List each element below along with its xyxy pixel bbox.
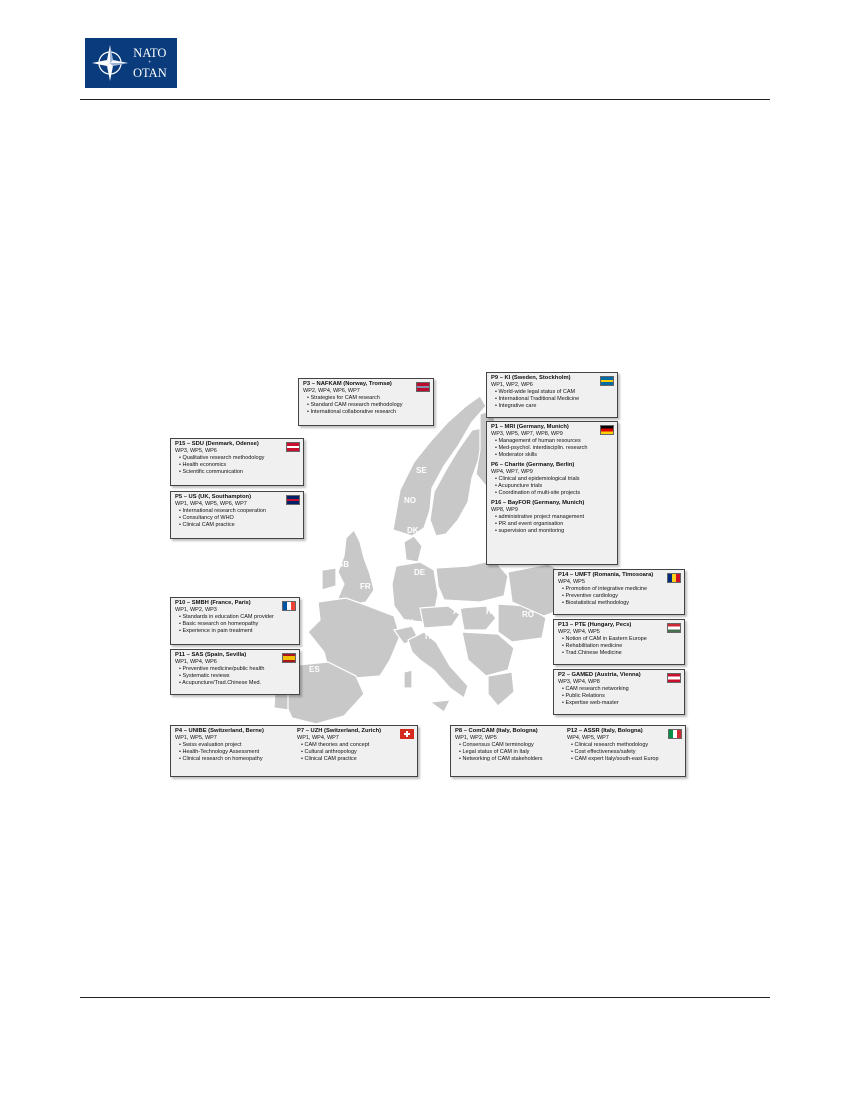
country-label-hu: HU <box>486 607 498 616</box>
hungary-flag-icon <box>667 623 681 633</box>
partner-box-p13: P13 – PTE (Hungary, Pecs) WP2, WP4, WP5 • Notion of CAM in Eastern Europe • Rehabilitation medicine • Trad.Chinese Medicine <box>553 619 685 665</box>
country-label-ro: RO <box>522 610 534 619</box>
partner-box-germany: P1 – MRI (Germany, Munich) WP3, WP5, WP7, WP8, WP9 • Management of human resources • Med-psychol. interdisciplin. research • Moderator skills P6 – Charite (Germany, Berlin) WP4, WP7, WP9 • Clinical and epidemiological trials • Acupuncture trials • Coordination of multi-site projects P16 – BayFOR (Germany, Munich) WP8, WP9 • administrative project management • PR and event organisation • supervision and monitoring <box>486 421 618 565</box>
partner-box-p2: P2 – GAMED (Austria, Vienna) WP3, WP4, WP8 • CAM research networking • Public Relations • Expertise web-master <box>553 669 685 715</box>
partner-map-figure <box>168 370 686 790</box>
partner-box-p3: P3 – NAFKAM (Norway, Tromsø) WP2, WP4, WP6, WP7 • Strategies for CAM research • Standard CAM research methodology • International collaborative research <box>298 378 434 426</box>
country-label-gb: GB <box>337 560 349 569</box>
country-label-es: ES <box>309 665 320 674</box>
france-flag-icon <box>282 601 296 611</box>
germany-flag-icon <box>600 425 614 435</box>
footer-rule <box>80 997 770 998</box>
logo-line-nato: NATO <box>133 46 167 60</box>
country-label-no: NO <box>404 496 416 505</box>
partner-box-p11: P11 – SAS (Spain, Sevilla) WP1, WP4, WP6 • Preventive medicine/public health • Systematic reviews • Acupuncture/Trad.Chinese Med. <box>170 649 300 695</box>
nato-logo: NATO + OTAN <box>85 38 177 88</box>
partner-box-italy: P8 – ComCAM (Italy, Bologna) WP1, WP2, WP5 • Consensus CAM terminology • Legal status of CAM in Italy • Networking of CAM stakeholders P12 – ASSR (Italy, Bologna) WP4, WP5, WP7 • Clinical research methodology • Cost effectiveness/safety • CAM expert Italy/south-east Europ <box>450 725 686 777</box>
norway-flag-icon <box>416 382 430 392</box>
austria-flag-icon <box>667 673 681 683</box>
header-rule <box>80 99 770 100</box>
country-label-at: AT <box>453 607 464 616</box>
country-label-it: IT <box>425 632 433 641</box>
partner-box-p15: P15 – SDU (Denmark, Odense) WP3, WP5, WP6 • Qualitative research methodology • Health economics • Scientific communication <box>170 438 304 486</box>
partner-box-p5: P5 – US (UK, Southampton) WP1, WP4, WP5, WP6, WP7 • International research cooperation • Consultancy of WHO • Clinical CAM practice <box>170 491 304 539</box>
partner-box-p10: P10 – SMBH (France, Paris) WP1, WP2, WP3 • Standards in education CAM provider • Basic research on homeopathy • Experience in pain treatment <box>170 597 300 645</box>
uk-flag-icon <box>286 495 300 505</box>
spain-flag-icon <box>282 653 296 663</box>
sweden-flag-icon <box>600 376 614 386</box>
country-label-dk: DK <box>407 526 419 535</box>
country-label-de: DE <box>414 568 426 577</box>
romania-flag-icon <box>667 573 681 583</box>
switzerland-flag-icon <box>400 729 414 739</box>
country-label-fr: FR <box>360 582 371 591</box>
country-label-se: SE <box>416 466 427 475</box>
partner-box-p9: P9 – KI (Sweden, Stockholm) WP1, WP2, WP6 • World-wide legal status of CAM • International Traditional Medicine • Integrative care <box>486 372 618 418</box>
country-label-ch: CH <box>402 618 414 627</box>
partner-box-switzerland: P4 – UNIBE (Switzerland, Berne) WP1, WP5, WP7 • Swiss evaluation project • Health-Technology Assessment • Clinical research on homeopathy P7 – UZH (Switzerland, Zurich) WP1, WP4, WP7 • CAM theories and concept • Cultural anthropology • Clinical CAM practice <box>170 725 418 777</box>
nato-compass-icon <box>90 43 130 83</box>
logo-line-otan: OTAN <box>133 66 167 80</box>
denmark-flag-icon <box>286 442 300 452</box>
partner-box-p14: P14 – UMFT (Romania, Timosoara) WP4, WP5 • Promotion of integrative medicine • Preventive cardiology • Biostatistical methodology <box>553 569 685 615</box>
